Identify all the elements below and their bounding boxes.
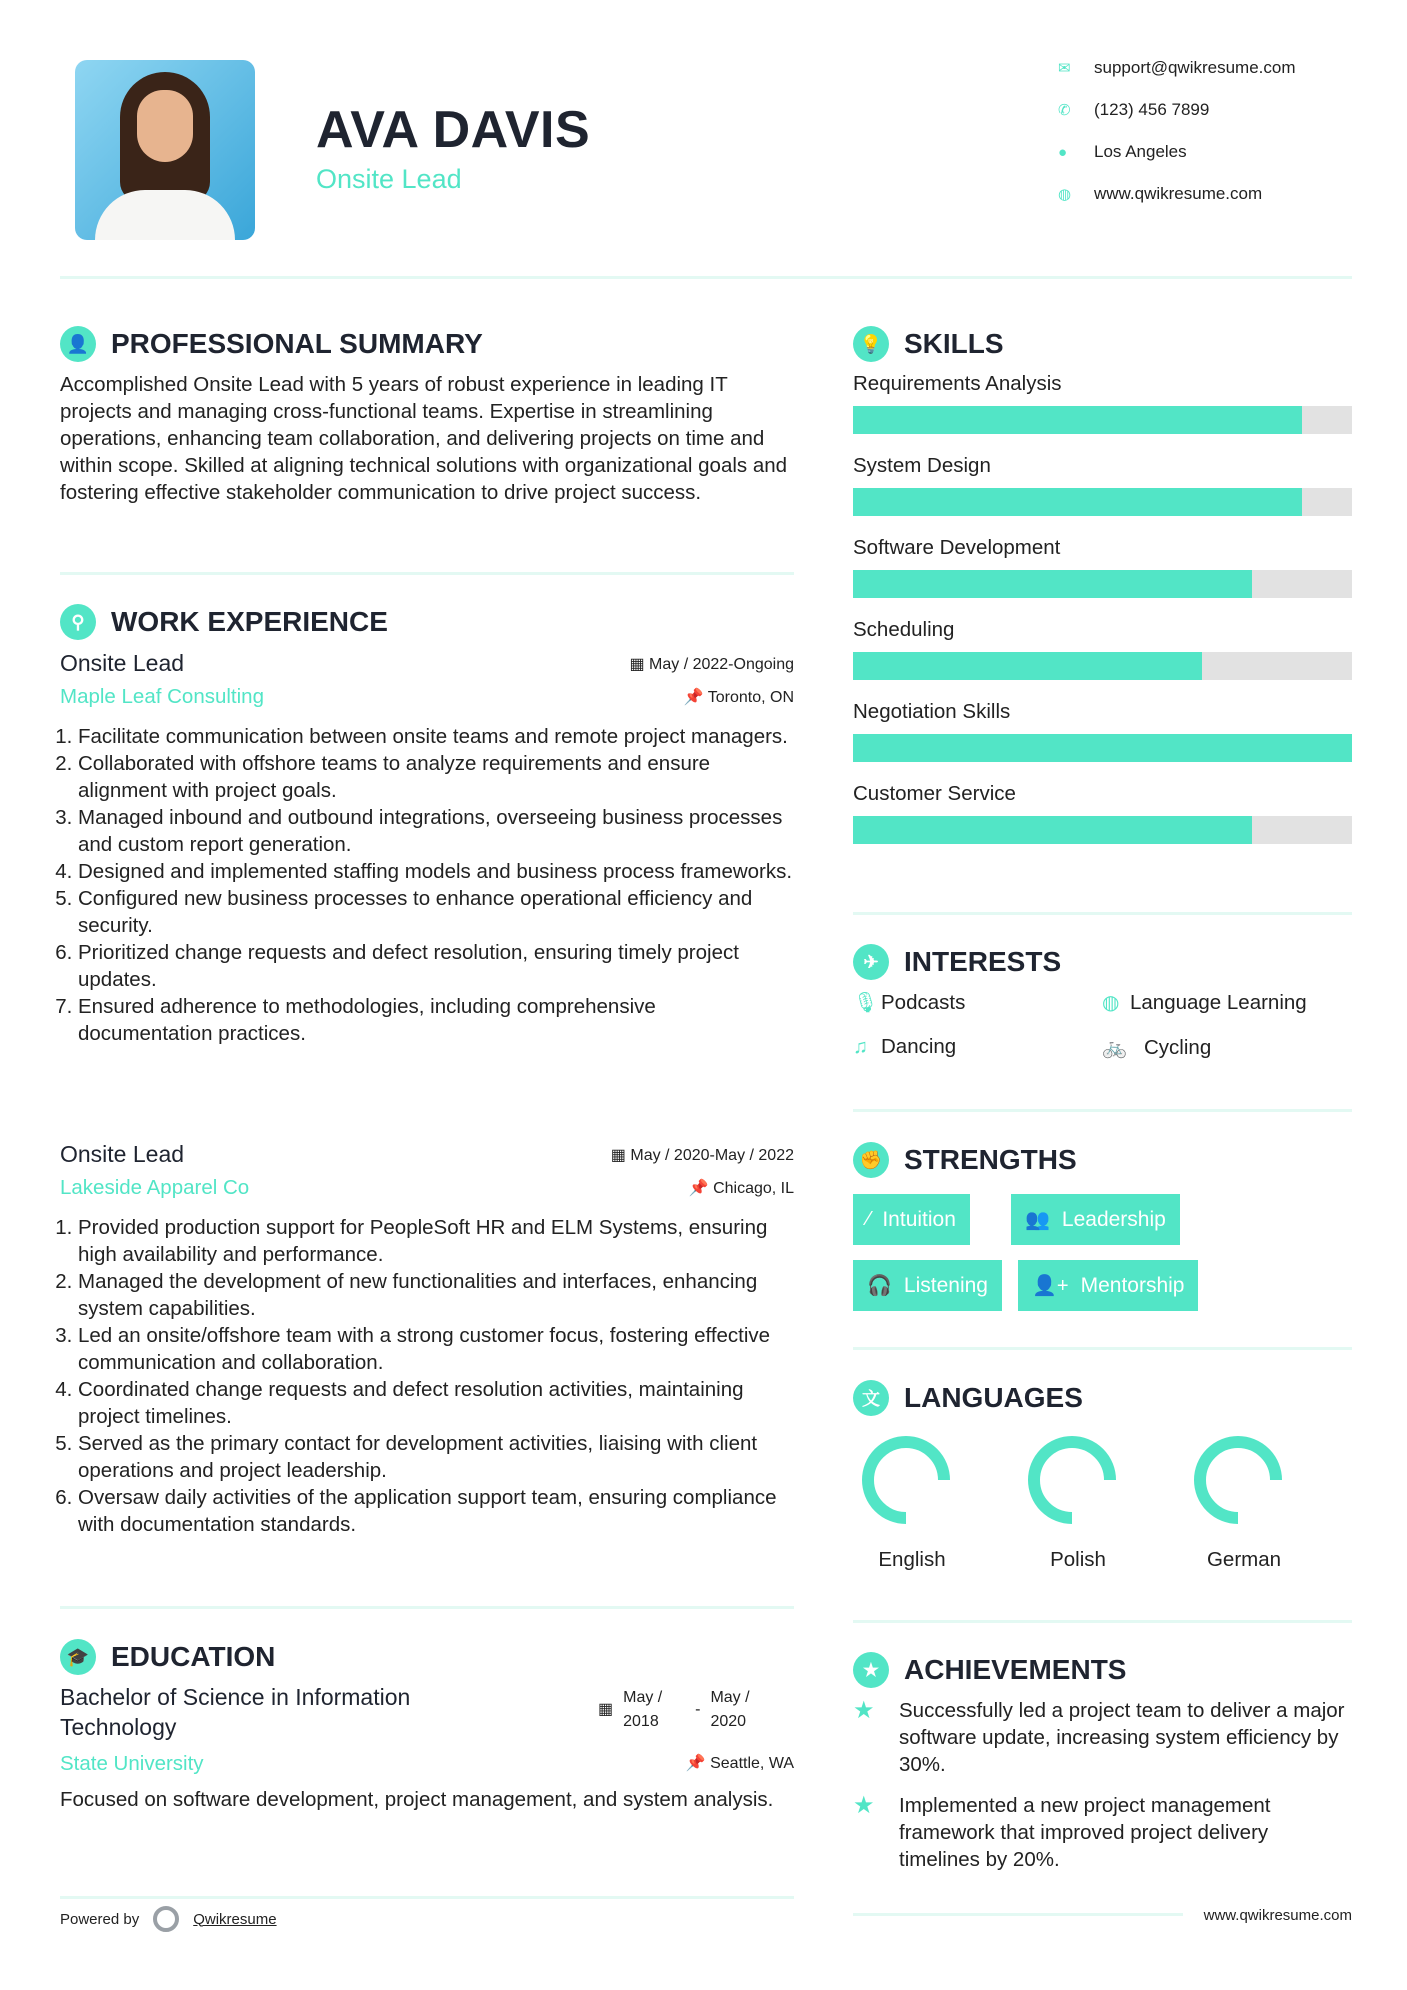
bullet: 4. Coordinated change requests and defect resolution activities, maintaining project timelines. (78, 1376, 794, 1430)
skill-item (853, 700, 1352, 762)
bullet: 2. Managed the development of new functionalities and interfaces, enhancing system capabilities. (78, 1268, 794, 1322)
job-entry (60, 650, 794, 1047)
section-title: PROFESSIONAL SUMMARY (111, 328, 483, 359)
language-rings (853, 1420, 1352, 1540)
skill-bar (853, 816, 1352, 844)
location-text: Chicago, IL (713, 1180, 794, 1197)
section-title: STRENGTHS (904, 1144, 1077, 1175)
interest-item (1102, 990, 1307, 1015)
skill-bar (853, 734, 1352, 762)
section-title: EDUCATION (111, 1641, 276, 1672)
pushpin-icon: 📌 (688, 1180, 714, 1197)
music-icon: ♫ (853, 1035, 868, 1058)
section-divider (853, 1109, 1352, 1112)
job-bullets (60, 1214, 794, 1538)
skills-heading (853, 326, 1004, 362)
phone-icon: ✆ (1058, 102, 1071, 119)
header-divider (60, 276, 1352, 279)
magic-wand-icon: ⁄ (867, 1208, 871, 1230)
bullet: 5. Configured new business processes to enhance operational efficiency and security. (78, 885, 794, 939)
interest-item (1102, 1035, 1211, 1060)
school-name: State University (60, 1752, 204, 1775)
skill-item (853, 618, 1352, 680)
contact-text: Los Angeles (1094, 142, 1187, 161)
language-label: Polish (1050, 1548, 1106, 1571)
job-entry (60, 1141, 794, 1538)
bicycle-icon: 🚲 (1102, 1037, 1127, 1059)
section-divider (60, 572, 794, 575)
education-heading (60, 1639, 275, 1675)
contact-text: (123) 456 7899 (1094, 100, 1210, 119)
qwikresume-logo-icon (153, 1906, 179, 1932)
bullet: 1. Facilitate communication between onsite teams and remote project managers. (78, 723, 794, 750)
location-text: Seattle, WA (710, 1755, 794, 1772)
company-name: Lakeside Apparel Co (60, 1176, 250, 1199)
footer-website-link[interactable]: www.qwikresume.com (1203, 1907, 1352, 1924)
skill-item (853, 536, 1352, 598)
translate-icon: 文 (853, 1380, 889, 1416)
skill-label: System Design (853, 454, 991, 477)
strength-tag (1018, 1260, 1198, 1311)
language-ring (1200, 1442, 1276, 1518)
company-name: Maple Leaf Consulting (60, 685, 264, 708)
interest-label: Dancing (881, 1035, 957, 1058)
language-ring (868, 1442, 944, 1518)
pushpin-icon: 📌 (685, 1755, 711, 1772)
users-icon: 👥 (1025, 1209, 1050, 1231)
contact-text: www.qwikresume.com (1094, 184, 1263, 203)
skill-bar (853, 652, 1352, 680)
contact-website (1058, 184, 1262, 204)
fist-icon: ✊ (853, 1142, 889, 1178)
strength-label: Intuition (882, 1207, 956, 1231)
bullet: 3. Led an onsite/offshore team with a strong customer focus, fostering effective communication and collaboration. (78, 1322, 794, 1376)
language-label: German (1206, 1548, 1282, 1571)
summary-text: Accomplished Onsite Lead with 5 years of robust experience in leading IT projects and managing cross-functional teams. Expertise in streamlining operations, enhancing team collaboration, and delivering projects on time and within scope. Skilled at aligning technical solutions with organizational goals and fostering effective stakeholder communication to drive project success. (60, 373, 788, 504)
strength-tag (1011, 1194, 1180, 1245)
interest-label: Language Learning (1130, 990, 1307, 1014)
summary-heading (60, 326, 483, 362)
map-pin-icon: ● (1058, 143, 1068, 161)
footer-divider (60, 1896, 794, 1899)
language-label: English (878, 1548, 946, 1571)
section-divider (853, 912, 1352, 915)
interest-item (853, 990, 965, 1015)
interest-label: Podcasts (881, 990, 966, 1014)
degree: Bachelor of Science in Information Technology (60, 1684, 411, 1740)
date-separator: - (695, 1701, 701, 1718)
interest-label: Cycling (1144, 1035, 1212, 1059)
skill-bar-fill (853, 734, 1352, 762)
date-text: May / 2020-May / 2022 (630, 1146, 794, 1164)
language-ring (1034, 1442, 1110, 1518)
education-location (686, 1753, 794, 1773)
job-title: Onsite Lead (60, 1141, 185, 1167)
location-text: Toronto, ON (707, 689, 794, 706)
bullet: 6. Oversaw daily activities of the application support team, ensuring compliance with documentation standards. (78, 1484, 794, 1538)
skill-bar (853, 488, 1352, 516)
achievement-item (853, 1697, 1352, 1778)
end-date: May / 2020 (710, 1689, 750, 1730)
skill-bar-fill (853, 816, 1252, 844)
contact-location (1058, 142, 1187, 162)
section-divider (853, 1347, 1352, 1350)
strength-label: Mentorship (1080, 1273, 1185, 1297)
strength-label: Leadership (1061, 1207, 1166, 1231)
start-date: May / 2018 (623, 1689, 663, 1730)
qwikresume-link[interactable]: Qwikresume (193, 1910, 277, 1928)
pushpin-icon: 📌 (683, 689, 708, 706)
date-text: May / 2022-Ongoing (649, 655, 794, 673)
skill-item (853, 782, 1352, 844)
skill-label: Software Development (853, 536, 1061, 559)
experience-heading (60, 604, 388, 640)
achievements-heading (853, 1652, 1126, 1688)
section-title: ACHIEVEMENTS (904, 1654, 1127, 1685)
paper-plane-icon: ✈ (853, 944, 889, 980)
skill-item (853, 372, 1352, 434)
skill-bar-fill (853, 488, 1302, 516)
globe-icon: ◍ (1058, 186, 1072, 203)
star-icon: ★ (853, 1792, 875, 1819)
skill-label: Requirements Analysis (853, 372, 1062, 395)
job-bullets (60, 723, 794, 1047)
calendar-icon: ▦ (629, 655, 650, 673)
star-icon: ★ (853, 1697, 875, 1724)
achievement-text: Implemented a new project management framework that improved project delivery timelines by 20%. (899, 1794, 1271, 1871)
skill-label: Customer Service (853, 782, 1016, 805)
strength-label: Listening (903, 1273, 988, 1297)
contact-text: support@qwikresume.com (1094, 58, 1296, 77)
globe-icon: ◍ (1102, 992, 1120, 1014)
bullet: 6. Prioritized change requests and defect resolution, ensuring timely project updates. (78, 939, 794, 993)
skills-list (853, 372, 1352, 864)
job-location (684, 687, 794, 707)
star-badge-icon: ★ (853, 1652, 889, 1688)
section-title: SKILLS (904, 328, 1004, 359)
skill-bar (853, 570, 1352, 598)
bullet: 1. Provided production support for PeopleSoft HR and ELM Systems, ensuring high availability and performance. (78, 1214, 794, 1268)
bullet: 5. Served as the primary contact for development activities, liaising with client operations and project leadership. (78, 1430, 794, 1484)
profile-photo (75, 60, 255, 240)
powered-by-text: Powered by (60, 1910, 140, 1928)
interests-heading (853, 944, 1061, 980)
bullet: 4. Designed and implemented staffing models and business process frameworks. (78, 858, 794, 885)
candidate-name: AVA DAVIS (316, 101, 591, 159)
contact-phone (1058, 100, 1209, 120)
skill-bar-fill (853, 652, 1202, 680)
contact-email (1058, 58, 1296, 78)
user-icon: 👤 (60, 326, 96, 362)
bullet: 7. Ensured adherence to methodologies, including comprehensive documentation practices. (78, 993, 794, 1047)
section-title: INTERESTS (904, 946, 1062, 977)
skill-bar-fill (853, 570, 1252, 598)
candidate-title: Onsite Lead (316, 164, 462, 194)
education-description: Focused on software development, project management, and system analysis. (60, 1788, 774, 1811)
skill-bar-fill (853, 406, 1302, 434)
skill-bar (853, 406, 1352, 434)
strength-tag (853, 1194, 970, 1245)
job-title: Onsite Lead (60, 650, 185, 676)
job-dates (611, 1145, 794, 1165)
job-dates (629, 654, 794, 674)
powered-by (60, 1906, 277, 1932)
lightbulb-icon: 💡 (853, 326, 889, 362)
user-plus-icon: 👤+ (1032, 1275, 1069, 1297)
skill-label: Scheduling (853, 618, 955, 641)
graduate-icon: 🎓 (60, 1639, 96, 1675)
education-dates (598, 1686, 772, 1734)
strengths-heading (853, 1142, 1077, 1178)
section-title: LANGUAGES (904, 1382, 1083, 1413)
interest-item (853, 1035, 956, 1059)
chair-icon: ⚲ (60, 604, 96, 640)
microphone-icon: 🎙 (853, 992, 879, 1014)
skill-item (853, 454, 1352, 516)
bullet: 2. Collaborated with offshore teams to analyze requirements and ensure alignment with project goals. (78, 750, 794, 804)
skill-label: Negotiation Skills (853, 700, 1011, 723)
job-location (689, 1178, 794, 1198)
section-divider (853, 1620, 1352, 1623)
bullet: 3. Managed inbound and outbound integrations, overseeing business processes and custom report generation. (78, 804, 794, 858)
headphones-icon: 🎧 (867, 1275, 892, 1297)
section-divider (60, 1606, 794, 1609)
footer-divider (853, 1913, 1183, 1916)
envelope-icon: ✉ (1058, 60, 1071, 77)
strength-tag (853, 1260, 1002, 1311)
calendar-icon: ▦ (610, 1146, 631, 1164)
section-title: WORK EXPERIENCE (111, 606, 388, 637)
languages-heading (853, 1380, 1083, 1416)
achievement-text: Successfully led a project team to deliver a major software update, increasing system efficiency by 30%. (899, 1699, 1345, 1776)
calendar-icon: ▦ (598, 1701, 614, 1718)
achievement-item (853, 1792, 1352, 1873)
